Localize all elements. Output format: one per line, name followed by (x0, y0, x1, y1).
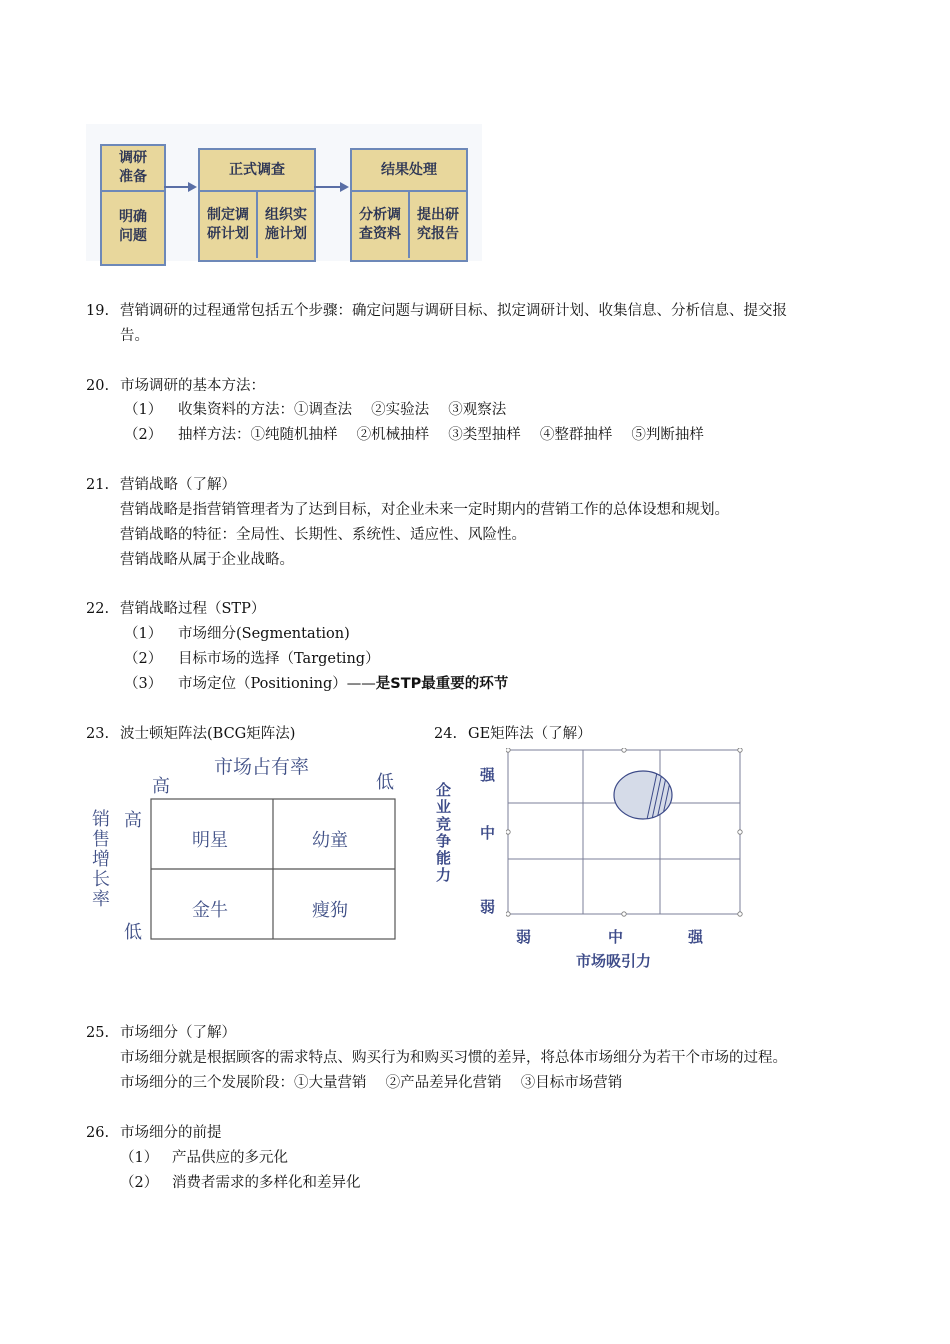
bcg-grid (150, 798, 398, 942)
research-flow-diagram (86, 124, 482, 261)
item-23-number: 23. (86, 726, 110, 742)
flow-organize-line2: 施计划 (265, 226, 307, 242)
item-24-number: 24. (434, 726, 458, 742)
ge-y-medium: 中 (480, 824, 496, 842)
item-25-number: 25. (86, 1025, 110, 1041)
item-26-sub2: 消费者需求的多样化和差异化 (172, 1175, 361, 1191)
item-21-title: 营销战略（了解） (120, 477, 236, 493)
ge-y-strong: 强 (480, 766, 496, 784)
bcg-cell-question: 幼童 (312, 830, 348, 851)
flow-stage-prepare (100, 144, 166, 266)
bcg-x-title: 市场占有率 (214, 756, 310, 778)
item-23-title: 波士顿矩阵法(BCG矩阵法) (120, 726, 296, 742)
item-22-sub3-emphasis: 是STP最重要的环节 (375, 676, 509, 692)
ge-matrix (430, 740, 750, 980)
flow-analyze-line1: 分析调 (359, 207, 401, 223)
flow-plan-research-line1: 制定调 (207, 207, 249, 223)
bcg-y-title-char1: 销 (92, 809, 110, 830)
flow-define-problem-line2: 问题 (119, 228, 147, 244)
bcg-y-high: 高 (124, 810, 142, 831)
bcg-cell-cow: 金牛 (192, 900, 228, 921)
item-20-sub1: 收集资料的方法：①调查法 ②实验法 ③观察法 (178, 402, 507, 418)
flow-stage-prepare-line2: 准备 (119, 169, 147, 185)
flow-stage-result-title: 结果处理 (352, 150, 466, 192)
item-21-line3: 营销战略从属于企业战略。 (120, 552, 294, 568)
flow-plan-research-line2: 研计划 (207, 226, 249, 242)
item-22-sub2-number: （2） (124, 651, 163, 667)
ge-x-strong: 强 (688, 928, 704, 946)
item-26-sub1-number: （1） (120, 1150, 159, 1166)
ge-y-title (436, 782, 454, 884)
item-22-sub1: 市场细分(Segmentation) (178, 626, 350, 642)
bcg-matrix (86, 748, 406, 948)
item-22-number: 22. (86, 601, 110, 617)
ge-y-title-char2: 业 (436, 798, 452, 816)
flow-report-line1: 提出研 (417, 207, 459, 223)
ge-grid (506, 748, 744, 920)
item-25-title: 市场细分（了解） (120, 1025, 236, 1041)
bcg-x-low: 低 (376, 772, 394, 793)
ge-y-title-char6: 力 (436, 866, 452, 884)
flow-stage-prepare-line1: 调研 (119, 150, 147, 166)
item-20-sub1-number: （1） (124, 402, 163, 418)
item-24-title: GE矩阵法（了解） (468, 726, 592, 742)
item-19-line2: 告。 (120, 328, 149, 344)
item-22-sub1-number: （1） (124, 626, 163, 642)
item-26-number: 26. (86, 1125, 110, 1141)
item-20-sub2-number: （2） (124, 427, 163, 443)
flow-analyze-line2: 查资料 (359, 226, 401, 242)
item-22-sub3 (178, 674, 508, 694)
ge-x-weak: 弱 (516, 928, 532, 946)
bcg-cell-star: 明星 (192, 830, 228, 851)
item-21-line2: 营销战略的特征：全局性、长期性、系统性、适应性、风险性。 (120, 527, 526, 543)
ge-y-title-char3: 竞 (436, 815, 452, 833)
item-19-number: 19. (86, 303, 110, 319)
item-20-title: 市场调研的基本方法： (120, 378, 265, 394)
item-26-sub2-number: （2） (120, 1175, 159, 1191)
item-20-sub2: 抽样方法：①纯随机抽样 ②机械抽样 ③类型抽样 ④整群抽样 ⑤判断抽样 (178, 427, 704, 443)
bcg-y-title (92, 810, 112, 910)
item-21-number: 21. (86, 477, 110, 493)
item-21-line1: 营销战略是指营销管理者为了达到目标，对企业未来一定时期内的营销工作的总体设想和规划。 (120, 502, 729, 518)
ge-y-title-char4: 争 (436, 832, 452, 850)
ge-x-medium: 中 (608, 928, 624, 946)
flow-define-problem-line1: 明确 (119, 209, 147, 225)
flow-stage-survey-title: 正式调查 (200, 150, 314, 192)
bcg-y-title-char4: 长 (92, 869, 110, 890)
flow-organize-line1: 组织实 (265, 207, 307, 223)
item-22-title: 营销战略过程（STP） (120, 601, 266, 617)
bcg-x-high: 高 (152, 776, 170, 797)
ge-y-weak: 弱 (480, 898, 496, 916)
ge-y-title-char1: 企 (436, 781, 452, 799)
item-20-number: 20. (86, 378, 110, 394)
item-22-sub3-text: 市场定位（Positioning）—— (178, 676, 376, 692)
item-22-sub3-number: （3） (124, 676, 163, 692)
item-25-line1: 市场细分就是根据顾客的需求特点、购买行为和购买习惯的差异，将总体市场细分为若干个市场的过程。 (120, 1050, 787, 1066)
flow-stage-result (350, 148, 468, 262)
item-26-sub1: 产品供应的多元化 (172, 1150, 288, 1166)
ge-y-title-char5: 能 (436, 849, 452, 867)
item-19-line1: 营销调研的过程通常包括五个步骤：确定问题与调研目标、拟定调研计划、收集信息、分析信息、提交报 (120, 303, 787, 319)
item-25-line2: 市场细分的三个发展阶段：①大量营销 ②产品差异化营销 ③目标市场营销 (120, 1075, 623, 1091)
flow-report-line2: 究报告 (417, 226, 459, 242)
bcg-cell-dog: 瘦狗 (312, 900, 348, 921)
bcg-y-title-char2: 售 (92, 829, 110, 850)
bcg-y-low: 低 (124, 922, 142, 943)
flow-arrow-2 (314, 180, 350, 194)
flow-arrow-1 (164, 180, 198, 194)
flow-stage-survey (198, 148, 316, 262)
ge-x-title: 市场吸引力 (576, 952, 652, 970)
item-22-sub2: 目标市场的选择（Targeting） (178, 651, 380, 667)
bcg-y-title-char5: 率 (92, 889, 110, 910)
item-26-title: 市场细分的前提 (120, 1125, 222, 1141)
bcg-y-title-char3: 增 (92, 849, 110, 870)
